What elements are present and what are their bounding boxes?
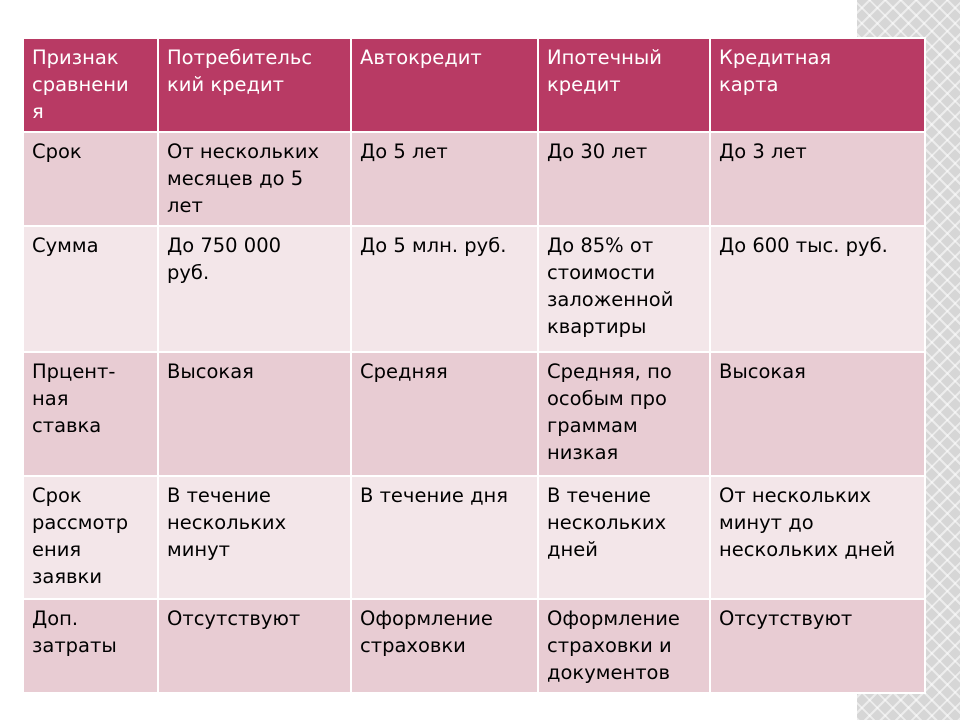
- header-credit-card: Кредитная карта: [710, 38, 925, 132]
- table-row: [23, 476, 925, 599]
- row-label-cell: Сумма: [23, 226, 158, 352]
- table-cell: Высокая: [158, 352, 351, 476]
- table-cell: Оформление страховки и документов: [538, 599, 710, 693]
- table-row: [23, 599, 925, 693]
- table-cell: От нескольких месяцев до 5 лет: [158, 132, 351, 226]
- header-consumer-credit: Потребительс кий кредит: [158, 38, 351, 132]
- table-cell: В течение дня: [351, 476, 538, 599]
- credit-comparison-table: [22, 37, 926, 694]
- table-cell: Оформление страховки: [351, 599, 538, 693]
- row-label-cell: Срок рассмотр ения заявки: [23, 476, 158, 599]
- table-cell: До 5 лет: [351, 132, 538, 226]
- table-row: [23, 226, 925, 352]
- row-label-cell: Срок: [23, 132, 158, 226]
- table-cell: До 30 лет: [538, 132, 710, 226]
- row-label-cell: Прцент- ная ставка: [23, 352, 158, 476]
- table-header-row: [23, 38, 925, 132]
- table-cell: До 750 000 руб.: [158, 226, 351, 352]
- header-mortgage-credit: Ипотечный кредит: [538, 38, 710, 132]
- table-cell: До 600 тыс. руб.: [710, 226, 925, 352]
- table-cell: В течение нескольких минут: [158, 476, 351, 599]
- row-label-cell: Доп. затраты: [23, 599, 158, 693]
- table-cell: До 85% от стоимости заложенной квартиры: [538, 226, 710, 352]
- table-cell: До 5 млн. руб.: [351, 226, 538, 352]
- table-cell: Отсутствуют: [158, 599, 351, 693]
- table-cell: Высокая: [710, 352, 925, 476]
- table-cell: Средняя: [351, 352, 538, 476]
- table-row: [23, 132, 925, 226]
- table-cell: Отсутствуют: [710, 599, 925, 693]
- table-cell: До 3 лет: [710, 132, 925, 226]
- header-auto-credit: Автокредит: [351, 38, 538, 132]
- table-row: [23, 352, 925, 476]
- table-cell: Средняя, по особым про граммам низкая: [538, 352, 710, 476]
- table-cell: От нескольких минут до нескольких дней: [710, 476, 925, 599]
- table-cell: В течение нескольких дней: [538, 476, 710, 599]
- header-criterion: Признак сравнени я: [23, 38, 158, 132]
